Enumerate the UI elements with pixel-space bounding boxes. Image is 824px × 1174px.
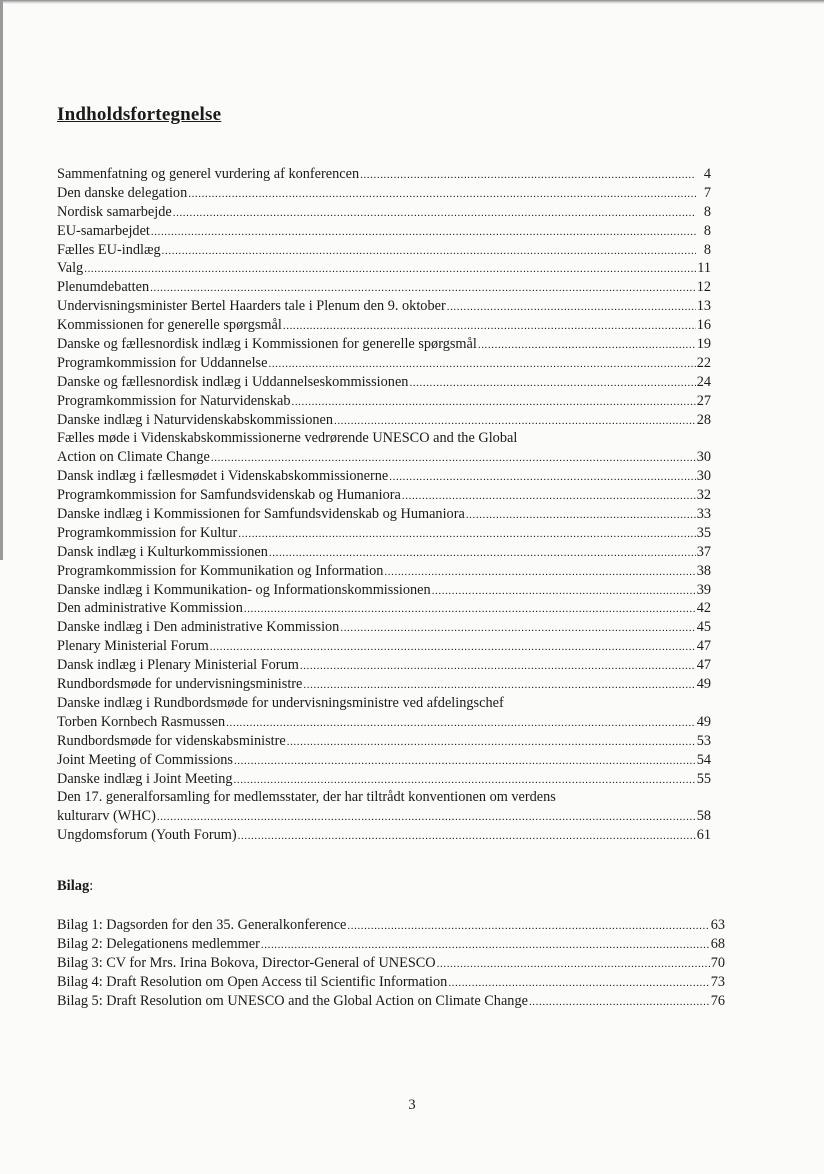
toc-entry-page-number: 27: [696, 392, 711, 409]
toc-entry-row: [57, 954, 725, 973]
toc-entry-label: Undervisningsminister Bertel Haarders tale i Plenum den 9. oktober: [57, 298, 446, 315]
scan-edge-top: [0, 0, 824, 4]
toc-entry-page-number: 30: [696, 468, 711, 485]
toc-entry-page-number: 8: [703, 222, 711, 239]
toc-entry-page-number: 45: [696, 619, 711, 636]
toc-entry-row: [57, 675, 711, 694]
dot-leader: [244, 600, 696, 619]
toc-entry-page-number: 19: [696, 336, 711, 353]
toc-entry-row: [57, 411, 711, 430]
toc-entry-row: [57, 543, 711, 562]
toc-entry-page-number: 55: [696, 770, 711, 787]
toc-entry-label-line1: Fælles møde i Videnskabskommissionerne vedrørende UNESCO and the Global: [57, 430, 518, 447]
toc-entry-page-number: 16: [696, 317, 711, 334]
dot-leader: [334, 412, 696, 431]
toc-entry[interactable]: [57, 411, 711, 430]
toc-entry-label: Programkommission for Kommunikation og Information: [57, 562, 384, 579]
dot-leader: [188, 185, 696, 204]
appendix-entry[interactable]: [57, 935, 725, 954]
toc-entry-row: [57, 184, 711, 203]
toc-entry[interactable]: [57, 165, 711, 184]
toc-entry-label: Bilag 4: Draft Resolution om Open Access til Scientific Information: [57, 973, 448, 990]
toc-entry-row: [57, 448, 711, 467]
dot-leader: [291, 393, 695, 412]
dot-leader: [303, 676, 695, 695]
toc-entry-label: Danske indlæg i Joint Meeting: [57, 770, 233, 787]
toc-entry-page-number: 24: [696, 373, 711, 390]
toc-entry-label: Den administrative Kommission: [57, 600, 243, 617]
toc-entry-row: [57, 973, 725, 992]
toc-entry-row: [57, 618, 711, 637]
dot-leader: [210, 638, 696, 657]
toc-entry-row: [57, 165, 711, 184]
toc-entry-label: Den danske delegation: [57, 184, 188, 201]
toc-entry-label: Danske indlæg i Kommissionen for Samfundsvidenskab og Humaniora: [57, 506, 465, 523]
dot-leader: [389, 468, 695, 487]
toc-entry-row: [57, 297, 711, 316]
toc-entry-page-number: 37: [696, 543, 711, 560]
toc-entry[interactable]: [57, 316, 711, 335]
toc-entry-page-number: 47: [696, 657, 711, 674]
toc-entry-page-number: 13: [696, 298, 711, 315]
toc-entry[interactable]: [57, 278, 711, 297]
toc-entry-page-number: 76: [710, 992, 725, 1009]
toc-entry[interactable]: [57, 637, 711, 656]
appendix-list: [57, 916, 725, 1010]
toc-entry-label: Valg: [57, 260, 84, 277]
toc-entry-page-number: 11: [697, 260, 711, 277]
toc-entry-page-number: 73: [710, 973, 725, 990]
toc-entry[interactable]: [57, 203, 711, 222]
dot-leader: [234, 752, 696, 771]
toc-entry-row: [57, 656, 711, 675]
toc-entry-label: Kommissionen for generelle spørgsmål: [57, 317, 282, 334]
toc-entry[interactable]: [57, 826, 711, 845]
toc-entry-page-number: 54: [696, 751, 711, 768]
toc-entry[interactable]: [57, 562, 711, 581]
toc-entry-label-line1: Danske indlæg i Rundbordsmøde for undervisningsministre ved afdelingschef: [57, 694, 504, 711]
toc-entry-row: [57, 751, 711, 770]
dot-leader: [268, 355, 695, 374]
toc-entry[interactable]: [57, 732, 711, 751]
dot-leader: [384, 563, 695, 582]
toc-entry-row: [57, 599, 711, 618]
dot-leader: [84, 260, 696, 279]
toc-entry-row: [57, 826, 711, 845]
dot-leader: [157, 808, 696, 827]
toc-entry-row: [57, 259, 711, 278]
dot-leader: [447, 298, 696, 317]
toc-entry[interactable]: [57, 581, 711, 600]
toc-entry-page-number: 8: [703, 241, 711, 258]
toc-entry-label: Fælles EU-indlæg: [57, 241, 161, 258]
toc-entry-row: [57, 467, 711, 486]
dot-leader: [347, 917, 709, 936]
toc-entry[interactable]: [57, 354, 711, 373]
dot-leader: [402, 487, 696, 506]
toc-entry-page-number: 32: [696, 487, 711, 504]
appendix-heading-label: Bilag: [57, 878, 90, 894]
dot-leader: [151, 223, 696, 242]
appendix-entry[interactable]: [57, 973, 725, 992]
toc-entry-label: Dansk indlæg i Kulturkommissionen: [57, 543, 268, 560]
toc-entry-label: Programkommission for Kultur: [57, 524, 238, 541]
toc-entry-label: Danske indlæg i Den administrative Kommission: [57, 619, 340, 636]
toc-entry-row: [57, 373, 711, 392]
toc-entry-label: Ungdomsforum (Youth Forum): [57, 827, 237, 844]
dot-leader: [150, 279, 696, 298]
dot-leader: [360, 166, 696, 185]
toc-entry-label: Sammenfatning og generel vurdering af konferencen: [57, 166, 360, 182]
toc-entry-page-number: 63: [710, 917, 725, 933]
appendix-entry[interactable]: [57, 992, 725, 1011]
toc-entry[interactable]: [57, 373, 711, 392]
toc-entry-row: [57, 562, 711, 581]
toc-entry-label: Programkommission for Samfundsvidenskab og Humaniora: [57, 487, 401, 504]
table-of-contents: [57, 165, 711, 845]
toc-entry[interactable]: [57, 599, 711, 618]
toc-entry-page-number: 28: [696, 411, 711, 428]
toc-entry[interactable]: [57, 429, 711, 467]
appendix-heading: [57, 878, 93, 895]
toc-entry[interactable]: [57, 184, 711, 203]
toc-entry-page-number: 58: [696, 808, 711, 825]
toc-entry-label: Danske indlæg i Kommunikation- og Informationskommissionen: [57, 581, 431, 598]
toc-entry-page-number: 22: [696, 354, 711, 371]
toc-entry-row: [57, 278, 711, 297]
dot-leader: [173, 204, 696, 223]
dot-leader: [478, 336, 696, 355]
toc-entry[interactable]: [57, 392, 711, 411]
dot-leader: [238, 827, 696, 846]
dot-leader: [261, 936, 710, 955]
dot-leader: [238, 525, 695, 544]
toc-entry-row: [57, 335, 711, 354]
toc-entry-label: Torben Kornbech Rasmussen: [57, 713, 226, 730]
toc-entry[interactable]: [57, 656, 711, 675]
toc-entry-label: Danske og fællesnordisk indlæg i Uddannelseskommissionen: [57, 373, 409, 390]
dot-leader: [211, 449, 696, 468]
toc-entry-label: Joint Meeting of Commissions: [57, 751, 233, 768]
toc-entry[interactable]: [57, 241, 711, 260]
toc-entry-label: Bilag 3: CV for Mrs. Irina Bokova, Director-General of UNESCO: [57, 954, 436, 971]
dot-leader: [466, 506, 696, 525]
dot-leader: [300, 657, 696, 676]
dot-leader: [529, 993, 710, 1012]
dot-leader: [437, 955, 710, 974]
toc-entry-row: [57, 524, 711, 543]
dot-leader: [162, 242, 696, 261]
toc-entry-row: [57, 935, 725, 954]
dot-leader: [269, 544, 696, 563]
toc-entry[interactable]: [57, 467, 711, 486]
toc-entry-row: [57, 713, 711, 732]
toc-entry-row: [57, 732, 711, 751]
toc-entry-row: [57, 316, 711, 335]
toc-entry-page-number: 12: [696, 279, 711, 296]
toc-entry-page-number: 61: [696, 827, 711, 844]
toc-entry-label: Programkommission for Uddannelse: [57, 354, 268, 371]
scan-edge-left: [0, 0, 3, 560]
toc-entry-page-number: 35: [696, 524, 711, 541]
toc-entry-page-number: 49: [696, 713, 711, 730]
dot-leader: [409, 374, 695, 393]
toc-entry-row: [57, 486, 711, 505]
toc-entry-label: Bilag 2: Delegationens medlemmer: [57, 935, 260, 952]
toc-entry[interactable]: [57, 335, 711, 354]
toc-entry-row: [57, 992, 725, 1011]
toc-entry[interactable]: [57, 788, 711, 826]
toc-entry-label: Bilag 5: Draft Resolution om UNESCO and the Global Action on Climate Change: [57, 992, 528, 1009]
dot-leader: [340, 619, 695, 638]
toc-entry-row: [57, 392, 711, 411]
page-number: 3: [408, 1097, 416, 1113]
toc-entry[interactable]: [57, 751, 711, 770]
toc-entry-page-number: 39: [696, 581, 711, 598]
toc-entry[interactable]: [57, 543, 711, 562]
toc-entry-row: [57, 770, 711, 789]
toc-entry[interactable]: [57, 297, 711, 316]
toc-entry[interactable]: [57, 770, 711, 789]
toc-entry[interactable]: [57, 524, 711, 543]
toc-entry-page-number: 4: [703, 166, 711, 182]
dot-leader: [448, 974, 709, 993]
toc-entry-label: Action on Climate Change: [57, 449, 210, 466]
appendix-entry[interactable]: [57, 916, 725, 935]
toc-entry-page-number: 68: [710, 935, 725, 952]
toc-entry-label: Programkommission for Naturvidenskab: [57, 392, 291, 409]
page-title: Indholdsfortegnelse: [57, 104, 222, 125]
toc-entry-row: [57, 203, 711, 222]
toc-entry[interactable]: [57, 694, 711, 732]
toc-entry-page-number: 38: [696, 562, 711, 579]
toc-entry[interactable]: [57, 486, 711, 505]
toc-entry-page-number: 47: [696, 638, 711, 655]
toc-entry-label: Nordisk samarbejde: [57, 203, 172, 220]
toc-entry-row: [57, 222, 711, 241]
toc-entry[interactable]: [57, 222, 711, 241]
toc-entry-label: Rundbordsmøde for undervisningsministre: [57, 676, 303, 693]
toc-entry-row: [57, 241, 711, 260]
dot-leader: [283, 317, 696, 336]
toc-entry[interactable]: [57, 505, 711, 524]
appendix-heading-colon: :: [89, 878, 94, 894]
toc-entry-label: Dansk indlæg i Plenary Ministerial Forum: [57, 657, 299, 674]
toc-entry-page-number: 33: [696, 506, 711, 523]
toc-entry-page-number: 70: [710, 954, 725, 971]
toc-entry-label: Dansk indlæg i fællesmødet i Videnskabskommissionerne: [57, 468, 389, 485]
toc-entry-page-number: 30: [696, 449, 711, 466]
toc-entry-page-number: 42: [696, 600, 711, 617]
toc-entry[interactable]: [57, 675, 711, 694]
toc-entry-page-number: 7: [703, 184, 711, 201]
toc-entry-page-number: 49: [696, 676, 711, 693]
toc-entry-label: kulturarv (WHC): [57, 808, 156, 825]
toc-entry-label: Danske og fællesnordisk indlæg i Kommissionen for generelle spørgsmål: [57, 336, 477, 353]
toc-entry-row: [57, 807, 711, 826]
toc-entry-page-number: 53: [696, 732, 711, 749]
dot-leader: [287, 733, 696, 752]
toc-entry-row: [57, 505, 711, 524]
appendix-entry[interactable]: [57, 954, 725, 973]
toc-entry-label: Plenumdebatten: [57, 279, 150, 296]
toc-entry-label: Bilag 1: Dagsorden for den 35. Generalkonference: [57, 917, 347, 933]
toc-entry-label: EU-samarbejdet: [57, 222, 150, 239]
toc-entry-label: Plenary Ministerial Forum: [57, 638, 209, 655]
dot-leader: [432, 582, 696, 601]
toc-entry-row: [57, 637, 711, 656]
dot-leader: [226, 714, 696, 733]
toc-entry-row: [57, 581, 711, 600]
toc-entry[interactable]: [57, 259, 711, 278]
toc-entry-row: [57, 916, 725, 935]
toc-entry-label: Rundbordsmøde for videnskabsministre: [57, 732, 286, 749]
toc-entry-page-number: 8: [703, 203, 711, 220]
dot-leader: [234, 771, 696, 790]
toc-entry[interactable]: [57, 618, 711, 637]
toc-entry-label-line1: Den 17. generalforsamling for medlemsstater, der har tiltrådt konventionen om verdens: [57, 789, 556, 806]
toc-entry-row: [57, 354, 711, 373]
toc-entry-label: Danske indlæg i Naturvidenskabskommissionen: [57, 411, 333, 428]
